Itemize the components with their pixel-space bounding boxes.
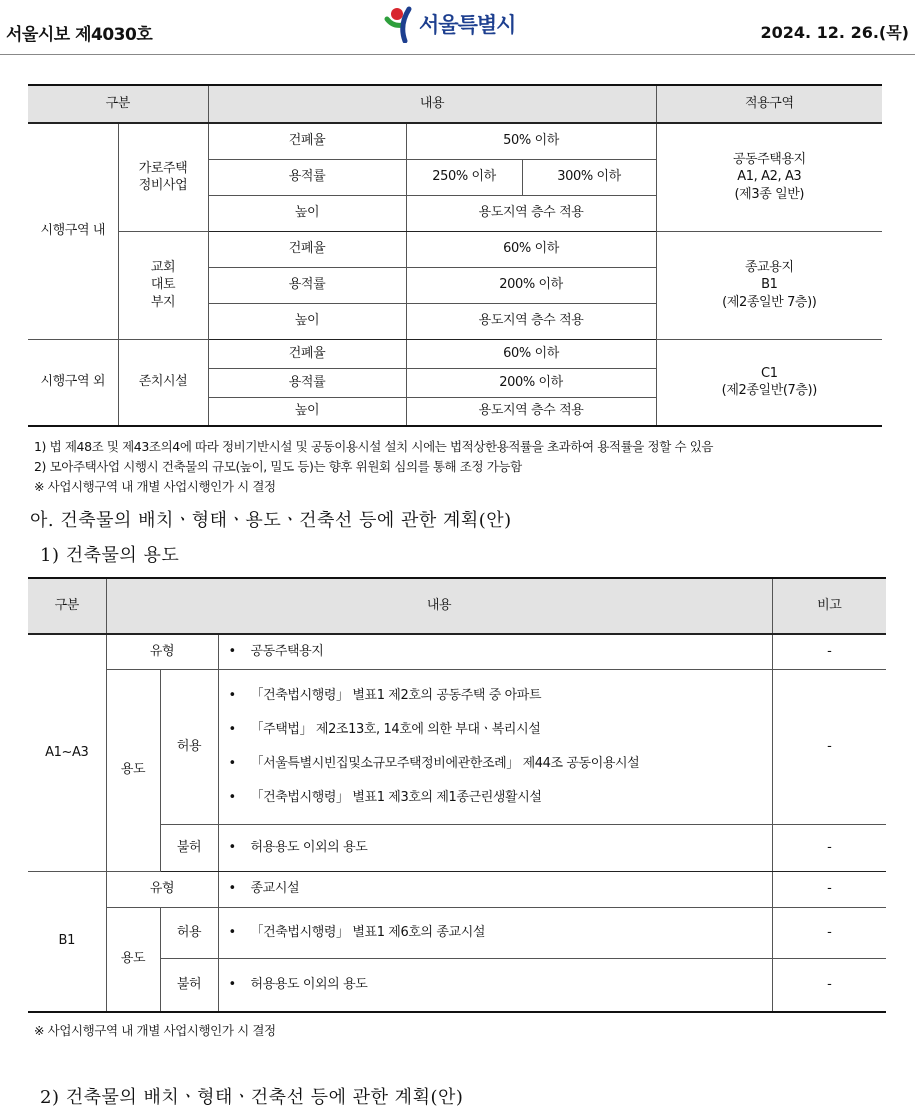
table-row bbox=[28, 339, 882, 368]
bullet-icon: • bbox=[228, 924, 236, 940]
row-value: 200% 이하 bbox=[406, 368, 656, 397]
note-cell: - bbox=[772, 824, 886, 871]
note-cell: - bbox=[772, 907, 886, 958]
table-row bbox=[28, 634, 886, 669]
header-category: 구분 bbox=[28, 578, 106, 634]
deny-label: 불허 bbox=[160, 824, 218, 871]
row-value: 50% 이하 bbox=[406, 123, 656, 159]
building-use-table bbox=[28, 577, 886, 1013]
row-key: 건폐율 bbox=[208, 231, 406, 267]
subgroup-label: 가로주택 정비사업 bbox=[118, 123, 208, 231]
table-header-row bbox=[28, 85, 882, 123]
page-header bbox=[0, 0, 915, 56]
bulletin-issue: 서울시보 제4030호 bbox=[6, 25, 153, 45]
density-table bbox=[28, 84, 882, 427]
row-value: 200% 이하 bbox=[406, 267, 656, 303]
bullet-icon: • bbox=[228, 755, 236, 771]
zone-cell: 공동주택용지 A1, A2, A3 (제3종 일반) bbox=[656, 123, 882, 231]
bullet-icon: • bbox=[228, 687, 236, 703]
row-key: 높이 bbox=[208, 397, 406, 426]
bulletin-date: 2024. 12. 26.(목) bbox=[760, 23, 909, 42]
subgroup-label: 교회 대토 부지 bbox=[118, 231, 208, 339]
deny-label: 불허 bbox=[160, 958, 218, 1012]
seoul-emblem-icon bbox=[383, 5, 417, 43]
deny-value: • 허용용도 이외의 용도 bbox=[218, 824, 772, 871]
use-label: 용도 bbox=[106, 907, 160, 1012]
table-row bbox=[28, 123, 882, 159]
group-label: 시행구역 내 bbox=[28, 123, 118, 339]
zone-label: B1 bbox=[28, 871, 106, 1012]
type-label: 유형 bbox=[106, 871, 218, 907]
bullet-icon: • bbox=[228, 721, 236, 737]
row-value: 300% 이하 bbox=[522, 159, 656, 195]
allow-value: • 「건축법시행령」 별표1 제6호의 종교시설 bbox=[218, 907, 772, 958]
bullet-icon: • bbox=[228, 643, 236, 659]
note-cell: - bbox=[772, 634, 886, 669]
footnote-2: 2) 모아주택사업 시행시 건축물의 규모(높이, 밀도 등)는 향후 위원회 심의를 통해 조정 가능함 bbox=[34, 459, 522, 474]
table-row bbox=[28, 231, 882, 267]
row-value: 60% 이하 bbox=[406, 231, 656, 267]
bullet-icon: • bbox=[228, 789, 236, 805]
header-content: 내용 bbox=[208, 85, 656, 123]
section-heading-1: 1) 건축물의 용도 bbox=[40, 545, 180, 566]
type-label: 유형 bbox=[106, 634, 218, 669]
type-value: • 공동주택용지 bbox=[218, 634, 772, 669]
row-value: 용도지역 층수 적용 bbox=[406, 303, 656, 339]
subgroup-label: 존치시설 bbox=[118, 339, 208, 426]
row-key: 건폐율 bbox=[208, 339, 406, 368]
row-value: 용도지역 층수 적용 bbox=[406, 195, 656, 231]
group-label: 시행구역 외 bbox=[28, 339, 118, 426]
table-row bbox=[28, 669, 886, 824]
row-key: 용적률 bbox=[208, 267, 406, 303]
row-value: 60% 이하 bbox=[406, 339, 656, 368]
seoul-name: 서울특별시 bbox=[419, 13, 516, 37]
deny-value: • 허용용도 이외의 용도 bbox=[218, 958, 772, 1012]
type-value: • 종교시설 bbox=[218, 871, 772, 907]
footnote-1: 1) 법 제48조 및 제43조의4에 따라 정비기반시설 및 공동이용시설 설치 시에는 법적상한용적률을 초과하여 용적률을 정할 수 있음 bbox=[34, 439, 714, 454]
header-rule bbox=[0, 54, 915, 55]
row-value: 250% 이하 bbox=[406, 159, 522, 195]
allow-list bbox=[218, 669, 772, 824]
bullet-icon: • bbox=[228, 976, 236, 992]
zone-cell: 종교용지 B1 (제2종일반 7층)) bbox=[656, 231, 882, 339]
header-zone: 적용구역 bbox=[656, 85, 882, 123]
allow-label: 허용 bbox=[160, 669, 218, 824]
list-item: • 「주택법」 제2조13호, 14호에 의한 부대ㆍ복리시설 bbox=[228, 721, 541, 737]
row-key: 건폐율 bbox=[208, 123, 406, 159]
bullet-icon: • bbox=[228, 839, 236, 855]
row-key: 높이 bbox=[208, 303, 406, 339]
note-cell: - bbox=[772, 871, 886, 907]
zone-label: A1~A3 bbox=[28, 634, 106, 871]
list-item: • 「건축법시행령」 별표1 제2호의 공동주택 중 아파트 bbox=[228, 687, 542, 703]
table-row bbox=[28, 907, 886, 958]
allow-label: 허용 bbox=[160, 907, 218, 958]
list-item: • 「서울특별시빈집및소규모주택정비에관한조례」 제44조 공동이용시설 bbox=[228, 755, 640, 771]
table-row bbox=[28, 871, 886, 907]
use-label: 용도 bbox=[106, 669, 160, 871]
row-key: 용적률 bbox=[208, 159, 406, 195]
row-key: 높이 bbox=[208, 195, 406, 231]
header-content: 내용 bbox=[106, 578, 772, 634]
header-note: 비고 bbox=[772, 578, 886, 634]
row-key: 용적률 bbox=[208, 368, 406, 397]
section-heading-a: 아. 건축물의 배치ㆍ형태ㆍ용도ㆍ건축선 등에 관한 계획(안) bbox=[30, 510, 512, 531]
seoul-logo bbox=[383, 4, 515, 44]
row-value: 용도지역 층수 적용 bbox=[406, 397, 656, 426]
footnote-table2: ※ 사업시행구역 내 개별 사업시행인가 시 결정 bbox=[34, 1023, 276, 1038]
header-category: 구분 bbox=[28, 85, 208, 123]
list-item: • 「건축법시행령」 별표1 제3호의 제1종근린생활시설 bbox=[228, 789, 542, 805]
section-heading-2: 2) 건축물의 배치ㆍ형태ㆍ건축선 등에 관한 계획(안) bbox=[40, 1087, 464, 1108]
bullet-icon: • bbox=[228, 881, 236, 897]
footnote-3: ※ 사업시행구역 내 개별 사업시행인가 시 결정 bbox=[34, 479, 276, 494]
zone-cell: C1 (제2종일반(7층)) bbox=[656, 339, 882, 426]
note-cell: - bbox=[772, 669, 886, 824]
table-header-row bbox=[28, 578, 886, 634]
note-cell: - bbox=[772, 958, 886, 1012]
